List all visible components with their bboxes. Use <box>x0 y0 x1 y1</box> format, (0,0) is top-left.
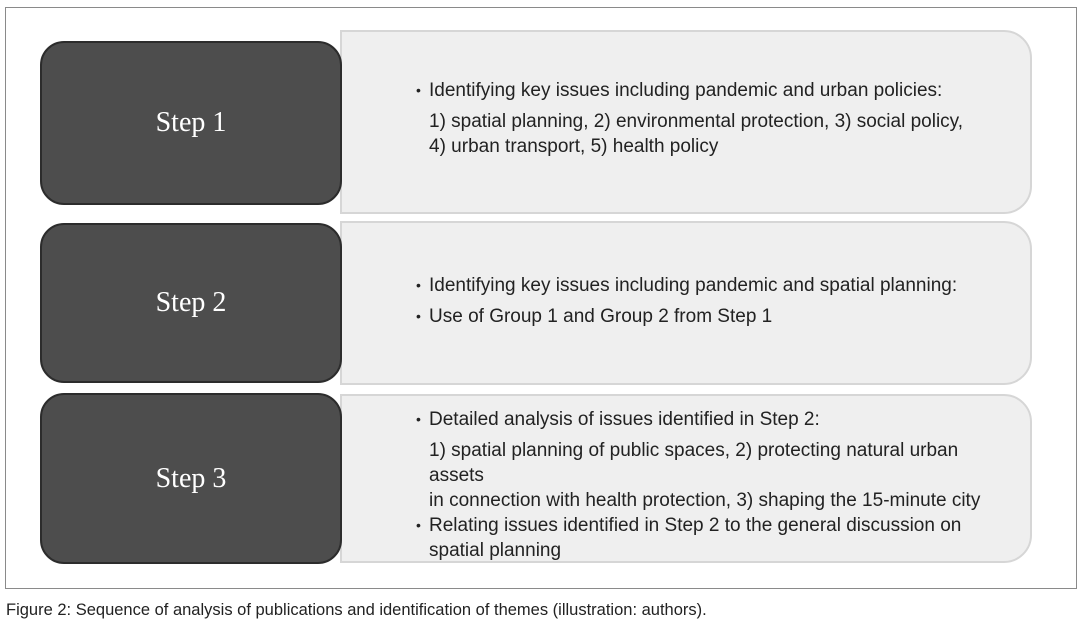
step-1-bullet-1: • Identifying key issues including pandemic and urban policies: <box>416 78 1016 103</box>
step-3-items <box>416 407 1016 563</box>
step-3-box <box>40 393 342 564</box>
step-2-bullet-2: • Use of Group 1 and Group 2 from Step 1 <box>416 304 1016 329</box>
step-2-content-box <box>340 221 1032 385</box>
step-2-box <box>40 223 342 383</box>
figure-caption <box>6 601 707 620</box>
step-1-box <box>40 41 342 205</box>
step-1-content-box <box>340 30 1032 214</box>
step-2-bullet-1: • Identifying key issues including pandemic and spatial planning: <box>416 273 1016 298</box>
caption-text: Sequence of analysis of publications and identification of themes (illustration: authors). <box>71 601 707 619</box>
step-1-items <box>416 78 1016 159</box>
step-3-bullet-1: • Detailed analysis of issues identified in Step 2: <box>416 407 1016 432</box>
step-3-label: Step 3 <box>155 462 227 494</box>
caption-prefix: Figure 2: <box>6 601 72 619</box>
step-2-label: Step 2 <box>155 287 227 318</box>
step-3-sub-list: 1) spatial planning of public spaces, 2) protecting natural urban assets in connection with health protection, 3) shaping the 15-minute city <box>429 440 981 511</box>
step-1-sub-list: 1) spatial planning, 2) environmental protection, 3) social policy, 4) urban transport, 5) health policy <box>429 111 964 157</box>
step-3-content-box <box>340 394 1032 563</box>
step-1-label: Step 1 <box>155 107 227 138</box>
step-3-bullet-2: • Relating issues identified in Step 2 to the general discussion on spatial planning <box>416 513 1016 563</box>
step-2-items <box>416 273 1016 329</box>
